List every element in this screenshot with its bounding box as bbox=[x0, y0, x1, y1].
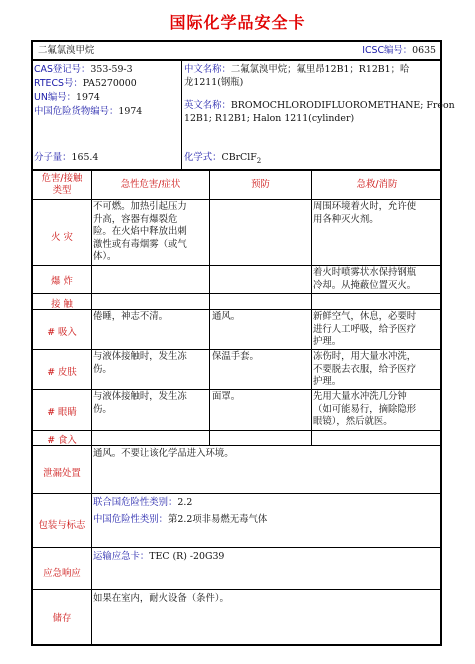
row-label-explosion: 爆 炸 bbox=[51, 276, 73, 287]
divider bbox=[91, 446, 92, 646]
eye-hazard: 与液体接触时，发生冻 伤。 bbox=[93, 391, 187, 415]
emergency-card: 运输应急卡：TEC (R) -20G39 bbox=[93, 551, 225, 562]
un-hazard-class: 联合国危险性类别：2.2 bbox=[93, 497, 193, 508]
row-label-fire: 火 灾 bbox=[51, 232, 73, 243]
explosion-firstaid: 着火时喷雾状水保持钢瓶 冷却。从掩蔽位置灭火。 bbox=[313, 267, 417, 291]
storage-text: 如果在室内，耐火设备（条件）。 bbox=[93, 593, 229, 604]
spill-text: 通风。不要让该化学品进入环境。 bbox=[93, 448, 234, 459]
cas-number: CAS登记号：353-59-3 bbox=[34, 64, 133, 75]
inhale-firstaid: 新鲜空气，休息，必要时 进行人工呼吸，给予医疗 护理。 bbox=[313, 311, 417, 347]
safety-card bbox=[31, 40, 455, 646]
divider bbox=[181, 60, 182, 169]
divider bbox=[209, 170, 210, 446]
chinese-name-cont: 龙1211(钢瓶) bbox=[184, 77, 244, 88]
divider bbox=[33, 169, 440, 171]
divider bbox=[33, 293, 440, 294]
skin-hazard: 与液体接触时，发生冻 伤。 bbox=[93, 351, 187, 375]
rtecs-number: RTECS号：PA5270000 bbox=[34, 78, 137, 89]
divider bbox=[33, 349, 440, 350]
cn-danger-number: 中国危险货物编号：1974 bbox=[34, 106, 143, 117]
chemical-name: 二氟氯溴甲烷 bbox=[38, 45, 95, 56]
divider bbox=[311, 170, 312, 446]
row-label-skin: # 皮肤 bbox=[47, 367, 77, 378]
divider bbox=[33, 389, 440, 390]
divider bbox=[33, 199, 440, 200]
molecular-weight: 分子量：165.4 bbox=[34, 152, 99, 163]
divider bbox=[33, 59, 440, 61]
header-firstaid: 急救/消防 bbox=[356, 179, 398, 190]
divider bbox=[33, 430, 440, 431]
row-label-ingest: # 食入 bbox=[47, 435, 77, 446]
section-label-storage: 储存 bbox=[52, 613, 72, 624]
skin-prevention: 保温手套。 bbox=[212, 351, 259, 362]
divider bbox=[91, 170, 92, 446]
card-title: 国际化学品安全卡 bbox=[169, 13, 306, 32]
row-label-inhale: # 吸入 bbox=[47, 327, 77, 338]
skin-firstaid: 冻伤时，用大量水冲洗， 不要脱去衣服，给予医疗 护理。 bbox=[313, 351, 417, 387]
section-label-spill: 泄漏处置 bbox=[43, 468, 81, 479]
english-name-cont: 12B1; R12B1; Halon 1211(cylinder) bbox=[184, 113, 355, 124]
divider bbox=[33, 265, 440, 266]
un-number: UN编号：1974 bbox=[34, 92, 100, 103]
row-label-contact: 接 触 bbox=[51, 299, 73, 310]
icsc-number: ICSC编号：0635 bbox=[362, 45, 436, 56]
inhale-prevention: 通风。 bbox=[212, 311, 241, 322]
header-hazard: 急性危害/症状 bbox=[120, 179, 181, 190]
eye-firstaid: 先用大量水冲洗几分钟 （如可能易行，摘除隐形 眼镜），然后就医。 bbox=[313, 391, 417, 427]
cn-hazard-class: 中国危险性类别：第2.2项非易燃无毒气体 bbox=[93, 514, 268, 525]
divider bbox=[33, 493, 440, 494]
divider bbox=[33, 589, 440, 590]
section-label-packaging: 包装与标志 bbox=[38, 520, 86, 531]
divider bbox=[33, 445, 440, 446]
section-label-emergency: 应急响应 bbox=[43, 568, 81, 579]
header-prevention: 预防 bbox=[251, 179, 270, 190]
fire-hazard: 不可燃。加热引起压力 升高，容器有爆裂危 险。在火焰中释放出刺 激性或有毒烟雾（或气 体）。 bbox=[93, 201, 187, 262]
inhale-hazard: 倦睡，神志不清。 bbox=[93, 311, 169, 322]
fire-firstaid: 周围环境着火时，允许使 用各种灭火剂。 bbox=[313, 201, 417, 225]
chemical-formula: 化学式：CBrClF$_2$ bbox=[184, 152, 262, 165]
header-type: 危害/接触 类型 bbox=[41, 173, 83, 196]
row-label-eye: # 眼睛 bbox=[47, 407, 77, 418]
chinese-name: 中文名称：二氟氯溴甲烷；氟里昂12B1；R12B1；哈 bbox=[184, 64, 410, 75]
eye-prevention: 面罩。 bbox=[212, 391, 241, 402]
divider bbox=[33, 309, 440, 310]
divider bbox=[33, 547, 440, 548]
english-name: 英文名称：BROMOCHLORODIFLUOROMETHANE; Freon bbox=[184, 100, 455, 111]
